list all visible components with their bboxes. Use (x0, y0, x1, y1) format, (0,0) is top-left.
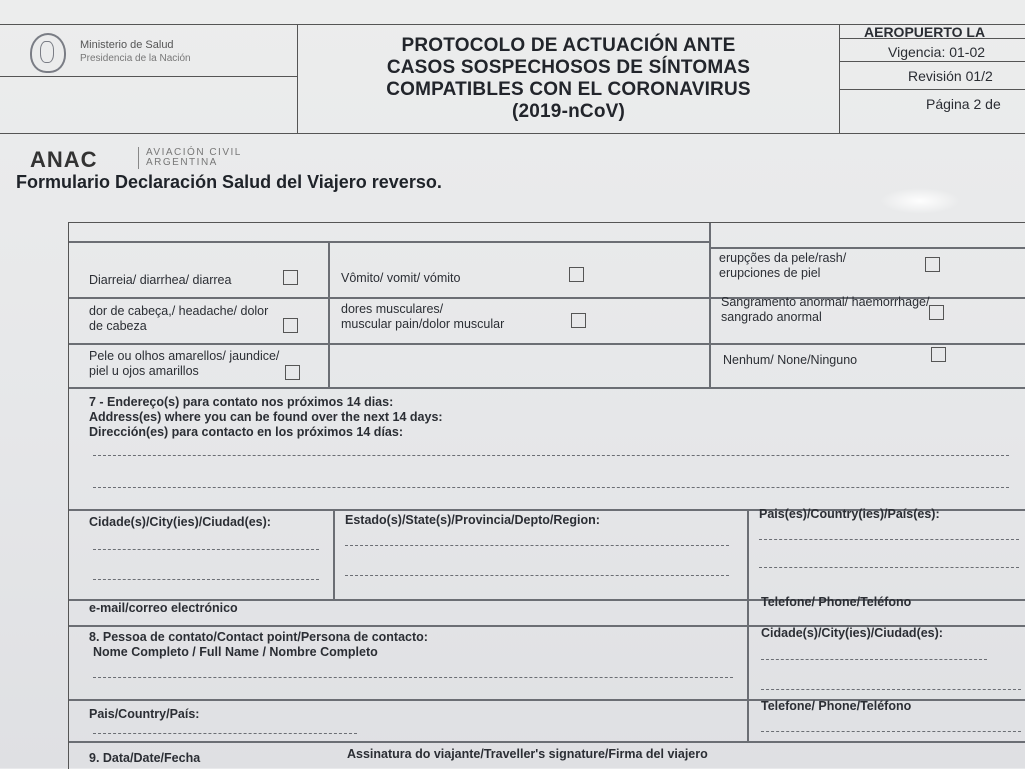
symptom-diarrhea-label: Diarreia/ diarrhea/ diarrea (89, 273, 232, 287)
airport-name: AEROPUERTO LA (840, 25, 1025, 39)
symptom-bleeding-label-1: Sangramento anormal/ haemorrhage/ (721, 295, 930, 309)
contact-country-label: Pais/Country/País: (89, 707, 200, 721)
symptom-headache-label-1: dor de cabeça,/ headache/ dolor (89, 304, 269, 318)
national-seal-icon (30, 33, 66, 73)
page-number: Página 2 de (926, 96, 1001, 112)
section-7-heading-es: Dirección(es) para contacto en los próximos 14 días: (89, 425, 403, 439)
symptom-diarrhea-checkbox[interactable] (283, 270, 298, 285)
revision-number: Revisión 01/2 (840, 62, 1025, 90)
email-label: e-mail/correo electrónico (89, 601, 238, 615)
symptom-muscular-label-2: muscular pain/dolor muscular (341, 317, 505, 331)
row-rule (69, 343, 1025, 345)
ministry-name: Ministerio de Salud (80, 39, 174, 51)
symptom-rash-checkbox[interactable] (925, 257, 940, 272)
logo-divider (138, 147, 139, 169)
section-8-heading: 8. Pessoa de contato/Contact point/Persona de contacto: (89, 630, 428, 644)
symptom-headache-checkbox[interactable] (283, 318, 298, 333)
row-rule (69, 741, 1025, 743)
row-rule (69, 387, 1025, 389)
form-title: Formulario Declaración Salud del Viajero reverso. (16, 172, 442, 192)
column-rule (747, 509, 749, 741)
protocol-title-line-4: (2019-nCoV) (511, 101, 626, 122)
presidency-name: Presidencia de la Nación (80, 53, 191, 64)
ministry-logo-cell (0, 25, 298, 77)
document-meta-cell (840, 25, 1025, 133)
state-input-line-1[interactable] (345, 545, 729, 547)
symptom-vomit-checkbox[interactable] (569, 267, 584, 282)
state-input-line-2[interactable] (345, 575, 729, 577)
address-input-line-2[interactable] (93, 487, 1009, 489)
contact-country-input-line[interactable] (93, 733, 357, 735)
anac-logo-cell (0, 77, 298, 172)
symptom-rash-label-1: erupções da pele/rash/ (719, 251, 847, 265)
country-input-line-1[interactable] (759, 539, 1019, 541)
symptom-bleeding-checkbox[interactable] (929, 305, 944, 320)
symptom-jaundice-label-2: piel u ojos amarillos (89, 364, 199, 378)
symptom-muscular-checkbox[interactable] (571, 313, 586, 328)
section-7-heading: 7 - Endereço(s) para contato nos próximos 14 dias: (89, 395, 394, 409)
phone-label: Telefone/ Phone/Teléfono (761, 595, 912, 609)
city-label: Cidade(s)/City(ies)/Ciudad(es): (89, 515, 271, 529)
protocol-title-cell (298, 25, 840, 133)
symptom-jaundice-checkbox[interactable] (285, 365, 300, 380)
symptom-muscular-label-1: dores musculares/ (341, 302, 444, 316)
symptom-bleeding-label-2: sangrado anormal (721, 310, 822, 324)
city-input-line-1[interactable] (93, 549, 319, 551)
address-input-line-1[interactable] (93, 455, 1009, 457)
country-input-line-2[interactable] (759, 567, 1019, 569)
protocol-title-line-3: COMPATIBLES CON EL CORONAVIRUS (386, 79, 751, 100)
row-rule (69, 241, 709, 243)
document-header (0, 24, 1025, 172)
symptom-none-checkbox[interactable] (931, 347, 946, 362)
symptom-rash-label-2: erupciones de piel (719, 266, 821, 280)
row-rule (709, 247, 1025, 249)
protocol-title-line-1: PROTOCOLO DE ACTUACIÓN ANTE (401, 35, 736, 56)
column-rule (328, 241, 330, 387)
contact-phone-input-line[interactable] (761, 731, 1021, 733)
signature-label: Assinatura do viajante/Traveller's signature/Firma del viajero (347, 747, 708, 761)
protocol-title-line-2: CASOS SOSPECHOSOS DE SÍNTOMAS (386, 57, 751, 78)
anac-subtitle-1: AVIACIÓN CIVIL (146, 147, 242, 158)
light-glare (880, 188, 960, 214)
contact-phone-label: Telefone/ Phone/Teléfono (761, 699, 912, 713)
symptom-headache-label-2: de cabeza (89, 319, 147, 333)
full-name-label: Nome Completo / Full Name / Nombre Completo (93, 645, 378, 659)
state-label: Estado(s)/State(s)/Provincia/Depto/Region: (345, 513, 600, 527)
symptom-vomit-label: Vômito/ vomit/ vómito (341, 271, 461, 285)
column-rule (333, 509, 335, 599)
contact-city-label: Cidade(s)/City(ies)/Ciudad(es): (761, 626, 943, 640)
symptom-none-label: Nenhum/ None/Ninguno (723, 353, 858, 367)
health-declaration-form (68, 222, 1025, 769)
anac-subtitle-2: ARGENTINA (146, 157, 218, 168)
symptom-jaundice-label-1: Pele ou olhos amarellos/ jaundice/ (89, 349, 280, 363)
contact-name-input-line[interactable] (93, 677, 733, 679)
contact-city-input-line-2[interactable] (761, 689, 1021, 691)
column-rule (709, 223, 711, 387)
validity-date: Vigencia: 01-02 (840, 40, 1025, 62)
country-label: Pais(es)/Country(ies)/País(es): (759, 507, 940, 521)
section-7-heading-en: Address(es) where you can be found over the next 14 days: (89, 410, 443, 424)
contact-city-input-line-1[interactable] (761, 659, 987, 661)
city-input-line-2[interactable] (93, 579, 319, 581)
section-9-date-label: 9. Data/Date/Fecha (89, 751, 201, 765)
anac-logo: ANAC (30, 147, 98, 172)
